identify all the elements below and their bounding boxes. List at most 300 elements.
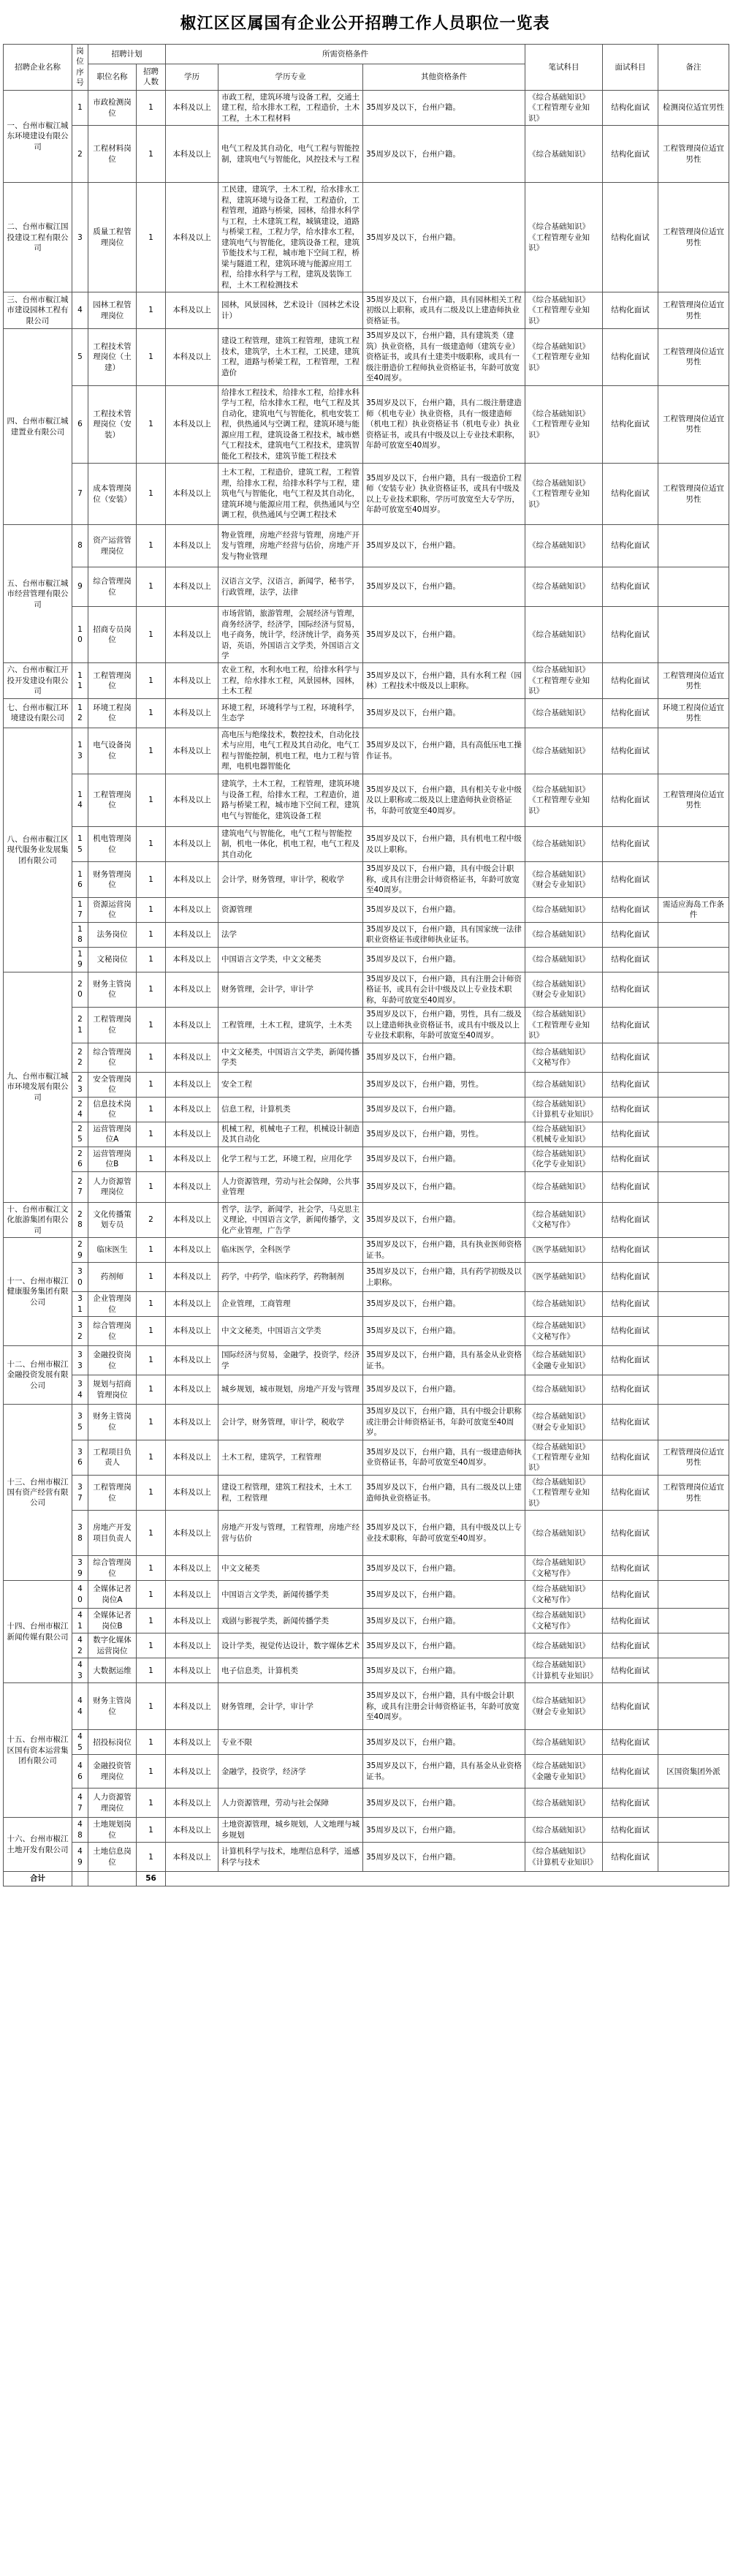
major-cell: 市政工程，建筑环境与设备工程，交通土建工程，给水排水工程，工程造价，土木工程，土木工程材料 [218,90,363,125]
other-cell: 35周岁及以下，台州户籍。 [363,1843,525,1872]
education-cell: 本科及以上 [166,1238,218,1263]
position-cell: 电气设备岗位 [88,728,137,774]
company-name: 一、台州市椒江城东环境建设有限公司 [4,90,72,182]
education-cell: 本科及以上 [166,1043,218,1072]
seq-cell: 39 [72,1556,88,1581]
count-cell: 1 [137,1633,166,1658]
written-cell: 《综合基础知识》 [525,728,603,774]
education-cell: 本科及以上 [166,826,218,861]
education-cell: 本科及以上 [166,1789,218,1818]
table-row [4,1405,729,1440]
table-row [4,1263,729,1292]
count-cell: 1 [137,1789,166,1818]
notes-cell [658,862,729,897]
seq-cell: 35 [72,1405,88,1440]
written-cell: 《综合基础知识》 《文秘写作》 [525,1043,603,1072]
other-cell: 35周岁及以下，台州户籍。 [363,1818,525,1843]
education-cell: 本科及以上 [166,1843,218,1872]
position-cell: 土地规划岗位 [88,1818,137,1843]
seq-cell: 27 [72,1171,88,1202]
count-cell: 1 [137,567,166,607]
position-cell: 质量工程管理岗位 [88,183,137,292]
written-cell: 《综合基础知识》 [525,1375,603,1405]
seq-cell: 31 [72,1292,88,1317]
seq-cell: 41 [72,1609,88,1633]
count-cell: 1 [137,1072,166,1097]
major-cell: 市场营销，旅游管理，会展经济与管理，商务经济学，经济学，国际经济与贸易，电子商务，统计学，经济统计学，商务英语，英语，外国语言文学类，外国语言文学 [218,607,363,663]
education-cell: 本科及以上 [166,862,218,897]
seq-cell: 10 [72,607,88,663]
count-cell: 1 [137,1658,166,1683]
notes-cell [658,1683,729,1730]
written-cell: 《综合基础知识》 《计算机专业知识》 [525,1843,603,1872]
seq-cell: 49 [72,1843,88,1872]
notes-cell [658,972,729,1007]
written-cell: 《医学基础知识》 [525,1263,603,1292]
other-cell: 35周岁及以下，台州户籍。 [363,1789,525,1818]
major-cell: 企业管理，工商管理 [218,1292,363,1317]
position-cell: 人力资源管理岗位 [88,1171,137,1202]
major-cell: 给排水工程技术，给排水工程，给排水科学与工程，给水排水工程，电气工程及其自动化，建筑电气与智能化，机电安装工程，供热通风与空调工程，建筑环境与能源应用工程，建筑设备工程技术，城市燃气工程技术，建筑电气工程技术，建筑智能化工程技术，建筑节能工程技术 [218,385,363,463]
company-name: 十三、台州市椒江国有资产经营有限公司 [4,1405,72,1581]
major-cell: 中文文秘类，中国语言文学类，新闻传播学类 [218,1043,363,1072]
table-row [4,1346,729,1375]
count-cell: 1 [137,947,166,972]
other-cell: 35周岁及以下，台州户籍。 [363,90,525,125]
major-cell: 园林，风景园林，艺术设计（园林艺术设计） [218,292,363,329]
table-row [4,1843,729,1872]
notes-cell [658,728,729,774]
major-cell: 汉语言文学，汉语言，新闻学，秘书学，行政管理，法学，法律 [218,567,363,607]
interview-cell: 结构化面试 [603,1609,658,1633]
notes-cell [658,947,729,972]
seq-cell: 37 [72,1475,88,1510]
other-cell: 35周岁及以下，台州户籍，具有中级及以上专业技术职称，年龄可放宽至40周岁。 [363,1511,525,1556]
position-cell: 法务岗位 [88,922,137,947]
education-cell: 本科及以上 [166,1171,218,1202]
position-cell: 招商专员岗位 [88,607,137,663]
education-cell: 本科及以上 [166,1511,218,1556]
position-cell: 资产运营管理岗位 [88,525,137,567]
seq-cell: 40 [72,1581,88,1609]
other-cell: 35周岁及以下，台州户籍。 [363,698,525,728]
notes-cell [658,607,729,663]
education-cell: 本科及以上 [166,1292,218,1317]
other-cell: 35周岁及以下，台州户籍。 [363,525,525,567]
other-cell: 35周岁及以下，台州户籍。 [363,1581,525,1609]
notes-cell [658,1202,729,1237]
major-cell: 农业工程，水利水电工程，给排水科学与工程，给水排水工程，风景园林，园林，土木工程 [218,663,363,698]
education-cell: 本科及以上 [166,525,218,567]
written-cell: 《综合基础知识》 《文秘写作》 [525,1202,603,1237]
interview-cell: 结构化面试 [603,1683,658,1730]
education-cell: 本科及以上 [166,774,218,826]
table-row [4,126,729,183]
notes-cell: 工程管理岗位适宜男性 [658,774,729,826]
interview-cell: 结构化面试 [603,464,658,525]
written-cell: 《综合基础知识》 [525,826,603,861]
position-cell: 工程材料岗位 [88,126,137,183]
other-cell: 35周岁及以下，台州户籍。 [363,897,525,922]
company-name: 八、台州市椒江区现代服务业发展集团有限公司 [4,728,72,972]
other-cell: 35周岁及以下，台州户籍。 [363,1147,525,1171]
notes-cell [658,922,729,947]
header-position: 职位名称 [88,64,137,90]
total-count: 56 [137,1872,166,1886]
count-cell: 1 [137,292,166,329]
major-cell: 安全工程 [218,1072,363,1097]
recruitment-table [3,44,729,1886]
notes-cell [658,1633,729,1658]
major-cell: 中国语言文学类，新闻传播学类 [218,1581,363,1609]
seq-cell: 34 [72,1375,88,1405]
header-count: 招聘人数 [137,64,166,90]
table-row [4,1658,729,1683]
interview-cell: 结构化面试 [603,1818,658,1843]
education-cell: 本科及以上 [166,1818,218,1843]
written-cell: 《综合基础知识》 《工程管理专业知识》 [525,1440,603,1475]
major-cell: 中文文秘类 [218,1556,363,1581]
count-cell: 1 [137,1843,166,1872]
count-cell: 1 [137,1755,166,1789]
seq-cell: 3 [72,183,88,292]
education-cell: 本科及以上 [166,728,218,774]
header-education: 学历 [166,64,218,90]
interview-cell: 结构化面试 [603,1405,658,1440]
interview-cell: 结构化面试 [603,1658,658,1683]
seq-cell: 16 [72,862,88,897]
written-cell: 《综合基础知识》 《财会专业知识》 [525,862,603,897]
count-cell: 1 [137,329,166,385]
major-cell: 机械工程，机械电子工程，机械设计制造及其自动化 [218,1122,363,1147]
interview-cell: 结构化面试 [603,972,658,1007]
written-cell: 《综合基础知识》 [525,897,603,922]
table-row [4,183,729,292]
major-cell: 建筑电气与智能化，电气工程与智能控制，机电一体化，机电工程，电气工程及其自动化 [218,826,363,861]
position-cell: 全媒体记者岗位B [88,1609,137,1633]
major-cell: 财务管理，会计学，审计学 [218,972,363,1007]
interview-cell: 结构化面试 [603,1043,658,1072]
interview-cell: 结构化面试 [603,1346,658,1375]
company-name: 二、台州市椒江国投建设工程有限公司 [4,183,72,292]
company-name: 三、台州市椒江城市建设园林工程有限公司 [4,292,72,329]
major-cell: 资源管理 [218,897,363,922]
education-cell: 本科及以上 [166,1405,218,1440]
major-cell: 土地资源管理，城乡规划，人文地理与城乡规划 [218,1818,363,1843]
major-cell: 工程管理，土木工程，建筑学，土木类 [218,1008,363,1043]
position-cell: 综合管理岗位 [88,1043,137,1072]
count-cell: 1 [137,897,166,922]
major-cell: 电气工程及其自动化，电气工程与智能控制，建筑电气与智能化，风控技术与工程 [218,126,363,183]
education-cell: 本科及以上 [166,897,218,922]
major-cell: 财务管理，会计学，审计学 [218,1683,363,1730]
interview-cell: 结构化面试 [603,1556,658,1581]
count-cell: 1 [137,862,166,897]
table-row [4,525,729,567]
written-cell: 《综合基础知识》 [525,1633,603,1658]
education-cell: 本科及以上 [166,464,218,525]
table-row [4,385,729,463]
position-cell: 财务主管岗位 [88,972,137,1007]
notes-cell [658,1097,729,1122]
interview-cell: 结构化面试 [603,90,658,125]
interview-cell: 结构化面试 [603,1789,658,1818]
other-cell: 35周岁及以下，台州户籍。 [363,1043,525,1072]
major-cell: 中国语言文学类，中文文秘类 [218,947,363,972]
education-cell: 本科及以上 [166,1440,218,1475]
interview-cell: 结构化面试 [603,922,658,947]
count-cell: 1 [137,90,166,125]
table-row [4,862,729,897]
company-name: 十四、台州市椒江新闻传媒有限公司 [4,1581,72,1683]
seq-cell: 22 [72,1043,88,1072]
table-row [4,1008,729,1043]
count-cell: 1 [137,1375,166,1405]
seq-cell: 19 [72,947,88,972]
total-empty [88,1872,137,1886]
other-cell: 35周岁及以下，台州户籍，具有国家统一法律职业资格证书或律师执业证书。 [363,922,525,947]
count-cell: 1 [137,826,166,861]
written-cell: 《综合基础知识》 《工程管理专业知识》 [525,183,603,292]
table-row [4,1789,729,1818]
position-cell: 工程管理岗位 [88,1008,137,1043]
other-cell: 35周岁及以下，台州户籍。 [363,183,525,292]
company-name: 十一、台州市椒江健康服务集团有限公司 [4,1238,72,1346]
notes-cell [658,1043,729,1072]
notes-cell [658,1556,729,1581]
education-cell: 本科及以上 [166,1072,218,1097]
seq-cell: 11 [72,663,88,698]
other-cell: 35周岁及以下，台州户籍。 [363,1097,525,1122]
other-cell: 35周岁及以下，台州户籍，具有园林相关工程初级以上职称，或具有二级及以上建造师执业资格证书。 [363,292,525,329]
page-footer [0,2544,730,2576]
interview-cell: 结构化面试 [603,1317,658,1346]
company-name: 四、台州市椒江城建置业有限公司 [4,329,72,525]
written-cell: 《综合基础知识》 《计算机专业知识》 [525,1097,603,1122]
notes-cell [658,1405,729,1440]
major-cell: 会计学，财务管理，审计学，税收学 [218,1405,363,1440]
other-cell: 35周岁及以下，台州户籍，具有一级建造师执业资格证书，年龄可放宽至40周岁。 [363,1440,525,1475]
count-cell: 1 [137,1147,166,1171]
interview-cell: 结构化面试 [603,1755,658,1789]
count-cell: 1 [137,1043,166,1072]
major-cell: 人力资源管理，劳动与社会保障，公共事业管理 [218,1171,363,1202]
total-row [4,1872,729,1886]
count-cell: 1 [137,1317,166,1346]
major-cell: 金融学，投资学，经济学 [218,1755,363,1789]
major-cell: 化学工程与工艺，环境工程，应用化学 [218,1147,363,1171]
major-cell: 中文文秘类，中国语言文学类 [218,1317,363,1346]
notes-cell: 工程管理岗位适宜男性 [658,1440,729,1475]
table-row [4,567,729,607]
table-row [4,897,729,922]
education-cell: 本科及以上 [166,947,218,972]
count-cell: 1 [137,972,166,1007]
other-cell: 35周岁及以下，台州户籍，具有中级会计职称，或具有注册会计师资格证书，年龄可放宽至40周岁。 [363,1683,525,1730]
seq-cell: 5 [72,329,88,385]
table-row [4,1147,729,1171]
position-cell: 信息技术岗位 [88,1097,137,1122]
header-row [4,45,729,64]
interview-cell: 结构化面试 [603,1147,658,1171]
header-plan: 招聘计划 [88,45,166,64]
written-cell: 《综合基础知识》 《财会专业知识》 [525,1405,603,1440]
count-cell: 1 [137,1609,166,1633]
position-cell: 综合管理岗位 [88,1556,137,1581]
other-cell: 35周岁及以下，台州户籍，男性。 [363,1122,525,1147]
education-cell: 本科及以上 [166,1346,218,1375]
other-cell: 35周岁及以下，台州户籍，具有中级会计职称，或具有注册会计师资格证书，年龄可放宽至40周岁。 [363,862,525,897]
interview-cell: 结构化面试 [603,1097,658,1122]
education-cell: 本科及以上 [166,972,218,1007]
notes-cell [658,525,729,567]
company-name: 十、台州市椒江文化旅游集团有限公司 [4,1202,72,1237]
major-cell: 建设工程管理，建筑工程技术，土木工程，工程管理 [218,1475,363,1510]
written-cell: 《综合基础知识》 《财会专业知识》 [525,972,603,1007]
count-cell: 1 [137,1581,166,1609]
table-row [4,1292,729,1317]
notes-cell [658,1292,729,1317]
written-cell: 《综合基础知识》 [525,1818,603,1843]
other-cell: 35周岁及以下，台州户籍。 [363,126,525,183]
other-cell: 35周岁及以下，台州户籍，具有一级造价工程师（安装专业）执业资格证书，或具有中级及以上专业技术职称，学历可放宽至大专学历，年龄可放宽至40周岁。 [363,464,525,525]
interview-cell: 结构化面试 [603,385,658,463]
other-cell: 35周岁及以下，台州户籍。 [363,1556,525,1581]
position-cell: 数字化媒体运营岗位 [88,1633,137,1658]
table-row [4,1122,729,1147]
interview-cell: 结构化面试 [603,826,658,861]
major-cell: 药学，中药学，临床药学，药物制剂 [218,1263,363,1292]
table-row [4,1375,729,1405]
education-cell: 本科及以上 [166,329,218,385]
written-cell: 《综合基础知识》 《计算机专业知识》 [525,1658,603,1683]
seq-cell: 48 [72,1818,88,1843]
notes-cell [658,1122,729,1147]
header-seq: 岗位序号 [72,45,88,91]
table-row [4,1171,729,1202]
written-cell: 《综合基础知识》 《金融专业知识》 [525,1346,603,1375]
seq-cell: 36 [72,1440,88,1475]
count-cell: 1 [137,1818,166,1843]
seq-cell: 17 [72,897,88,922]
table-row [4,1238,729,1263]
count-cell: 1 [137,1292,166,1317]
seq-cell: 12 [72,698,88,728]
seq-cell: 18 [72,922,88,947]
table-row [4,1730,729,1755]
table-row [4,698,729,728]
written-cell: 《综合基础知识》 [525,525,603,567]
position-cell: 大数据运维 [88,1658,137,1683]
count-cell: 1 [137,1346,166,1375]
notes-cell [658,1147,729,1171]
interview-cell: 结构化面试 [603,897,658,922]
education-cell: 本科及以上 [166,1730,218,1755]
position-cell: 运营管理岗位B [88,1147,137,1171]
notes-cell [658,1238,729,1263]
count-cell: 1 [137,1122,166,1147]
major-cell: 哲学，法学，新闻学，社会学，马克思主义理论，中国语言文学，新闻传播学，文化产业管理，广告学 [218,1202,363,1237]
count-cell: 1 [137,1556,166,1581]
company-name: 七、台州市椒江环境建设有限公司 [4,698,72,728]
header-written: 笔试科目 [525,45,603,91]
major-cell: 戏剧与影视学类，新闻传播学类 [218,1609,363,1633]
position-cell: 房地产开发项目负责人 [88,1511,137,1556]
count-cell: 1 [137,1263,166,1292]
other-cell: 35周岁及以下，台州户籍。 [363,1171,525,1202]
major-cell: 建筑学，土木工程，工程管理，建筑环境与设备工程，给排水工程，工程造价，道路与桥梁工程，城市地下空间工程，建筑电气与智能化，建筑设备工程 [218,774,363,826]
written-cell: 《综合基础知识》 《文秘写作》 [525,1609,603,1633]
education-cell: 本科及以上 [166,1147,218,1171]
interview-cell: 结构化面试 [603,1263,658,1292]
education-cell: 本科及以上 [166,567,218,607]
written-cell: 《医学基础知识》 [525,1238,603,1263]
seq-cell: 38 [72,1511,88,1556]
position-cell: 园林工程管理岗位 [88,292,137,329]
written-cell: 《综合基础知识》 [525,126,603,183]
written-cell: 《综合基础知识》 [525,947,603,972]
notes-cell: 工程管理岗位适宜男性 [658,464,729,525]
count-cell: 1 [137,1097,166,1122]
notes-cell [658,1609,729,1633]
notes-cell [658,567,729,607]
count-cell: 1 [137,385,166,463]
notes-cell [658,1375,729,1405]
position-cell: 环境工程岗位 [88,698,137,728]
education-cell: 本科及以上 [166,1097,218,1122]
written-cell: 《综合基础知识》 [525,1171,603,1202]
interview-cell: 结构化面试 [603,525,658,567]
table-row [4,292,729,329]
written-cell: 《综合基础知识》 [525,1072,603,1097]
written-cell: 《综合基础知识》 《化学专业知识》 [525,1147,603,1171]
company-name: 十五、台州市椒江区国有资本运营集团有限公司 [4,1683,72,1818]
page-title: 椒江区区属国有企业公开招聘工作人员职位一览表 [180,13,550,33]
notes-cell: 区国资集团外派 [658,1755,729,1789]
major-cell: 土木工程，工程造价，建筑工程，工程管理，给排水工程，给排水科学与工程，建筑电气与智能化，电气工程及其自动化，建筑环境与能源应用工程，供热通风与空调工程，供热通风与空调工程技术 [218,464,363,525]
table-row [4,947,729,972]
seq-cell: 15 [72,826,88,861]
company-name: 九、台州市椒江城市环境发展有限公司 [4,972,72,1202]
table-row [4,728,729,774]
count-cell: 1 [137,1440,166,1475]
seq-cell: 21 [72,1008,88,1043]
other-cell: 35周岁及以下，台州户籍。 [363,1609,525,1633]
position-cell: 土地信息岗位 [88,1843,137,1872]
other-cell: 35周岁及以下，台州户籍，具有水利工程（园林）工程技术中级及以上职称。 [363,663,525,698]
notes-cell [658,826,729,861]
table-row [4,1633,729,1658]
position-cell: 成本管理岗位（安装） [88,464,137,525]
other-cell: 35周岁及以下，台州户籍，具有相关专业中级及以上职称或二级及以上建造师执业资格证书，年龄可放宽至40周岁。 [363,774,525,826]
position-cell: 工程管理岗位 [88,774,137,826]
interview-cell: 结构化面试 [603,728,658,774]
count-cell: 1 [137,183,166,292]
notes-cell [658,1730,729,1755]
other-cell: 35周岁及以下，台州户籍，男性。 [363,1072,525,1097]
table-row [4,1043,729,1072]
education-cell: 本科及以上 [166,1202,218,1237]
notes-cell [658,1818,729,1843]
other-cell: 35周岁及以下，台州户籍。 [363,567,525,607]
table-row [4,607,729,663]
written-cell: 《综合基础知识》 《工程管理专业知识》 [525,464,603,525]
count-cell: 1 [137,728,166,774]
notes-cell: 工程管理岗位适宜男性 [658,183,729,292]
major-cell: 电子信息类，计算机类 [218,1658,363,1683]
education-cell: 本科及以上 [166,126,218,183]
notes-cell [658,1263,729,1292]
